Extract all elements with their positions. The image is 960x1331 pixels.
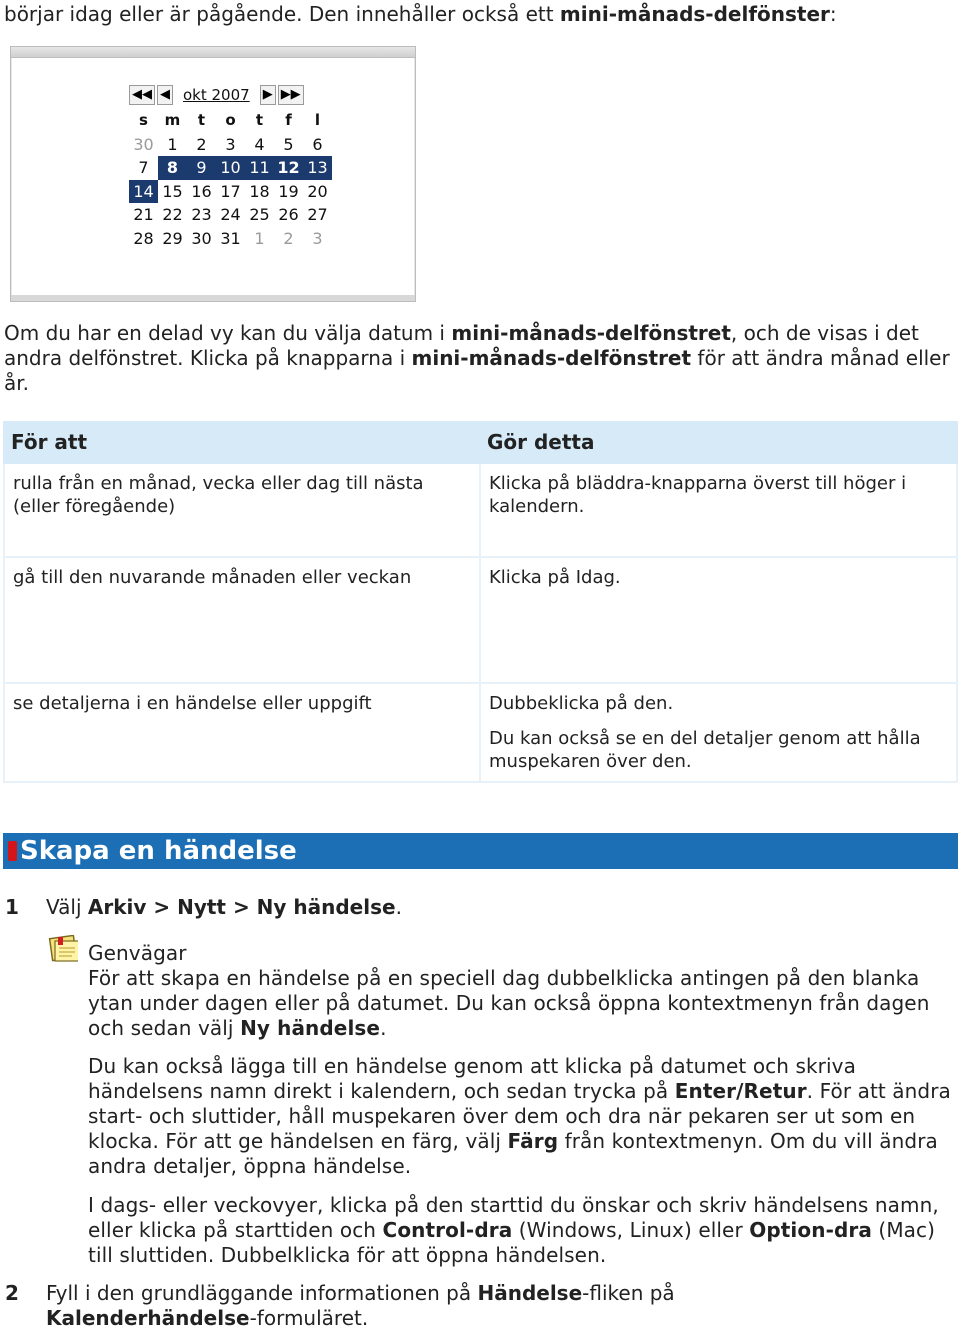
split-view-paragraph xyxy=(4,321,954,396)
calendar-day[interactable]: 6 xyxy=(312,134,323,154)
tip-bold: Option-dra xyxy=(749,1218,872,1242)
tip-text: (Windows, Linux) eller xyxy=(518,1218,743,1242)
table-cell xyxy=(479,464,958,558)
step-text xyxy=(46,895,946,920)
mini-month-screenshot xyxy=(10,46,416,302)
intro-text: börjar idag eller är pågående. Den innehåller också ett xyxy=(4,2,554,26)
calendar-day[interactable]: 31 xyxy=(220,228,241,248)
tip-text: I dags- eller veckovyer, klicka på den starttid du önskar och skriv händelsens namn, eller klicka på starttiden och xyxy=(88,1193,939,1242)
next-month-button[interactable]: ▶ xyxy=(260,85,276,105)
calendar-day[interactable]: 4 xyxy=(254,134,265,154)
tip-paragraph-3 xyxy=(88,1193,954,1268)
table-cell: rulla från en månad, vecka eller dag till nästa (eller föregående) xyxy=(3,464,479,558)
tip-bold: Ny händelse xyxy=(240,1016,381,1040)
step-number: 1 xyxy=(5,895,19,919)
cell-paragraph: Klicka på bläddra-knapparna överst till höger i kalendern. xyxy=(489,473,907,517)
calendar-day-today[interactable]: 14 xyxy=(129,180,158,204)
calendar-day[interactable]: 23 xyxy=(191,205,212,224)
table-cell: gå till den nuvarande månaden eller veckan xyxy=(3,558,479,684)
month-label[interactable]: okt 2007 xyxy=(183,86,250,104)
screenshot-titlebar xyxy=(11,47,415,58)
weekday-label: t xyxy=(255,111,264,129)
calendar-day[interactable]: 3 xyxy=(225,134,236,154)
tip-bold: Control-dra xyxy=(382,1218,513,1242)
step-number: 2 xyxy=(5,1281,19,1305)
calendar-nav xyxy=(129,83,335,107)
weekday-label: f xyxy=(285,111,292,129)
calendar-day[interactable]: 24 xyxy=(220,205,241,224)
tip-text: . För att ändra start- och sluttider, håll muspekaren över dem och dra när pekaren ser ut som en klocka. För att ge händelsen en färg, välj xyxy=(88,1079,951,1153)
calendar-day[interactable]: 30 xyxy=(191,228,212,248)
action-table xyxy=(3,421,958,783)
calendar-day[interactable]: 5 xyxy=(283,134,294,154)
weekday-label: m xyxy=(164,111,181,129)
tip-text: (Mac) till sluttiden. Dubbelklicka för att öppna händelsen. xyxy=(88,1218,936,1267)
para-text: Om du har en delad vy kan du välja datum i xyxy=(4,321,445,345)
tip-text: från kontextmenyn. Om du vill ändra andra detaljer, öppna händelse. xyxy=(88,1129,938,1178)
calendar-day[interactable]: 25 xyxy=(249,205,270,224)
section-title: Skapa en händelse xyxy=(20,836,297,866)
calendar-day[interactable]: 27 xyxy=(307,205,328,224)
step-bold: Arkiv > Nytt > Ny händelse xyxy=(87,895,396,919)
calendar-day[interactable]: 2 xyxy=(283,228,294,248)
para-bold: mini-månads-delfönstret xyxy=(451,321,731,345)
tip-text: För att skapa en händelse på en speciell dag dubbelklicka antingen på den blanka ytan under dagen eller på datumet. Du kan också öppna kontextmenyn från dagen och sedan välj xyxy=(88,966,930,1040)
table-row xyxy=(3,684,958,783)
step-plain: -fliken på xyxy=(582,1281,675,1305)
calendar-day[interactable]: 20 xyxy=(307,181,328,201)
calendar-day[interactable]: 16 xyxy=(191,181,212,201)
table-row xyxy=(3,558,958,684)
calendar-day[interactable]: 30 xyxy=(133,134,154,154)
tip-title: Genvägar xyxy=(88,941,187,965)
calendar-day[interactable]: 1 xyxy=(254,228,265,248)
calendar-day-selected[interactable]: 10 xyxy=(216,156,245,180)
screenshot-bottom-border xyxy=(11,295,415,301)
calendar-day[interactable]: 1 xyxy=(167,134,178,154)
para-text: för att ändra månad eller år. xyxy=(4,346,950,395)
calendar-day[interactable]: 21 xyxy=(133,205,154,224)
prev-year-button[interactable]: ◀◀ xyxy=(129,85,155,105)
calendar-day-selected[interactable]: 11 xyxy=(245,156,274,180)
calendar-day[interactable]: 3 xyxy=(312,228,323,248)
table-cell xyxy=(479,684,958,783)
calendar-grid xyxy=(129,109,335,250)
tip-bold: Färg xyxy=(507,1129,559,1153)
weekday-label: o xyxy=(225,111,236,129)
mini-month-calendar xyxy=(129,83,335,250)
step-plain: Välj xyxy=(46,895,82,919)
table-cell xyxy=(479,558,958,684)
calendar-day-selected[interactable]: 12 xyxy=(274,156,303,180)
step-bold: Händelse xyxy=(477,1281,583,1305)
tip-paragraph-1 xyxy=(88,966,954,1041)
calendar-day[interactable]: 15 xyxy=(162,181,183,201)
step-plain: Fyll i den grundläggande informationen på xyxy=(46,1281,472,1305)
calendar-day[interactable]: 28 xyxy=(133,228,154,248)
calendar-day[interactable]: 7 xyxy=(138,158,149,177)
step-plain: -formuläret. xyxy=(249,1306,369,1330)
calendar-day-selected[interactable]: 13 xyxy=(303,156,332,180)
prev-month-button[interactable]: ◀ xyxy=(157,85,173,105)
table-header: Gör detta xyxy=(479,421,958,464)
weekday-label: s xyxy=(139,111,148,129)
weekday-label: l xyxy=(314,111,321,129)
calendar-day[interactable]: 22 xyxy=(162,205,183,224)
calendar-day[interactable]: 17 xyxy=(220,181,241,201)
calendar-day[interactable]: 29 xyxy=(162,228,183,248)
cell-paragraph: Dubbeklicka på den. xyxy=(489,693,674,714)
table-row xyxy=(3,464,958,558)
table-cell: se detaljerna i en händelse eller uppgift xyxy=(3,684,479,783)
weekday-label: t xyxy=(197,111,206,129)
step-bold: Kalenderhändelse xyxy=(46,1306,250,1330)
tip-note-icon xyxy=(48,935,78,963)
calendar-day[interactable]: 19 xyxy=(278,181,299,201)
step-end: . xyxy=(395,895,402,919)
para-bold: mini-månads-delfönstret xyxy=(411,346,692,370)
intro-end: : xyxy=(829,2,837,26)
next-year-button[interactable]: ▶▶ xyxy=(278,85,304,105)
section-marker-icon xyxy=(8,841,17,861)
step-text xyxy=(46,1281,946,1331)
calendar-day[interactable]: 2 xyxy=(196,134,207,154)
para-text: , och de visas i det andra delfönstret. Klicka på knapparna i xyxy=(4,321,919,370)
table-header: För att xyxy=(3,421,479,464)
intro-paragraph xyxy=(4,2,954,27)
intro-bold: mini-månads-delfönster xyxy=(559,2,830,26)
cell-paragraph: Klicka på Idag. xyxy=(489,567,621,588)
tip-paragraph-2 xyxy=(88,1054,954,1179)
cell-paragraph: Du kan också se en del detaljer genom att hålla muspekaren över den. xyxy=(489,728,921,772)
calendar-day-selected[interactable]: 8 xyxy=(158,156,187,180)
calendar-day[interactable]: 18 xyxy=(249,181,270,201)
calendar-day-selected[interactable]: 9 xyxy=(187,156,216,180)
calendar-day[interactable]: 26 xyxy=(278,205,299,224)
tip-bold: Enter/Retur xyxy=(674,1079,807,1103)
section-heading-bar xyxy=(3,833,958,869)
tip-text: Du kan också lägga till en händelse genom att klicka på datumet och skriva händelsens namn direkt i kalendern, och sedan trycka på xyxy=(88,1054,856,1103)
tip-text: . xyxy=(380,1016,387,1040)
